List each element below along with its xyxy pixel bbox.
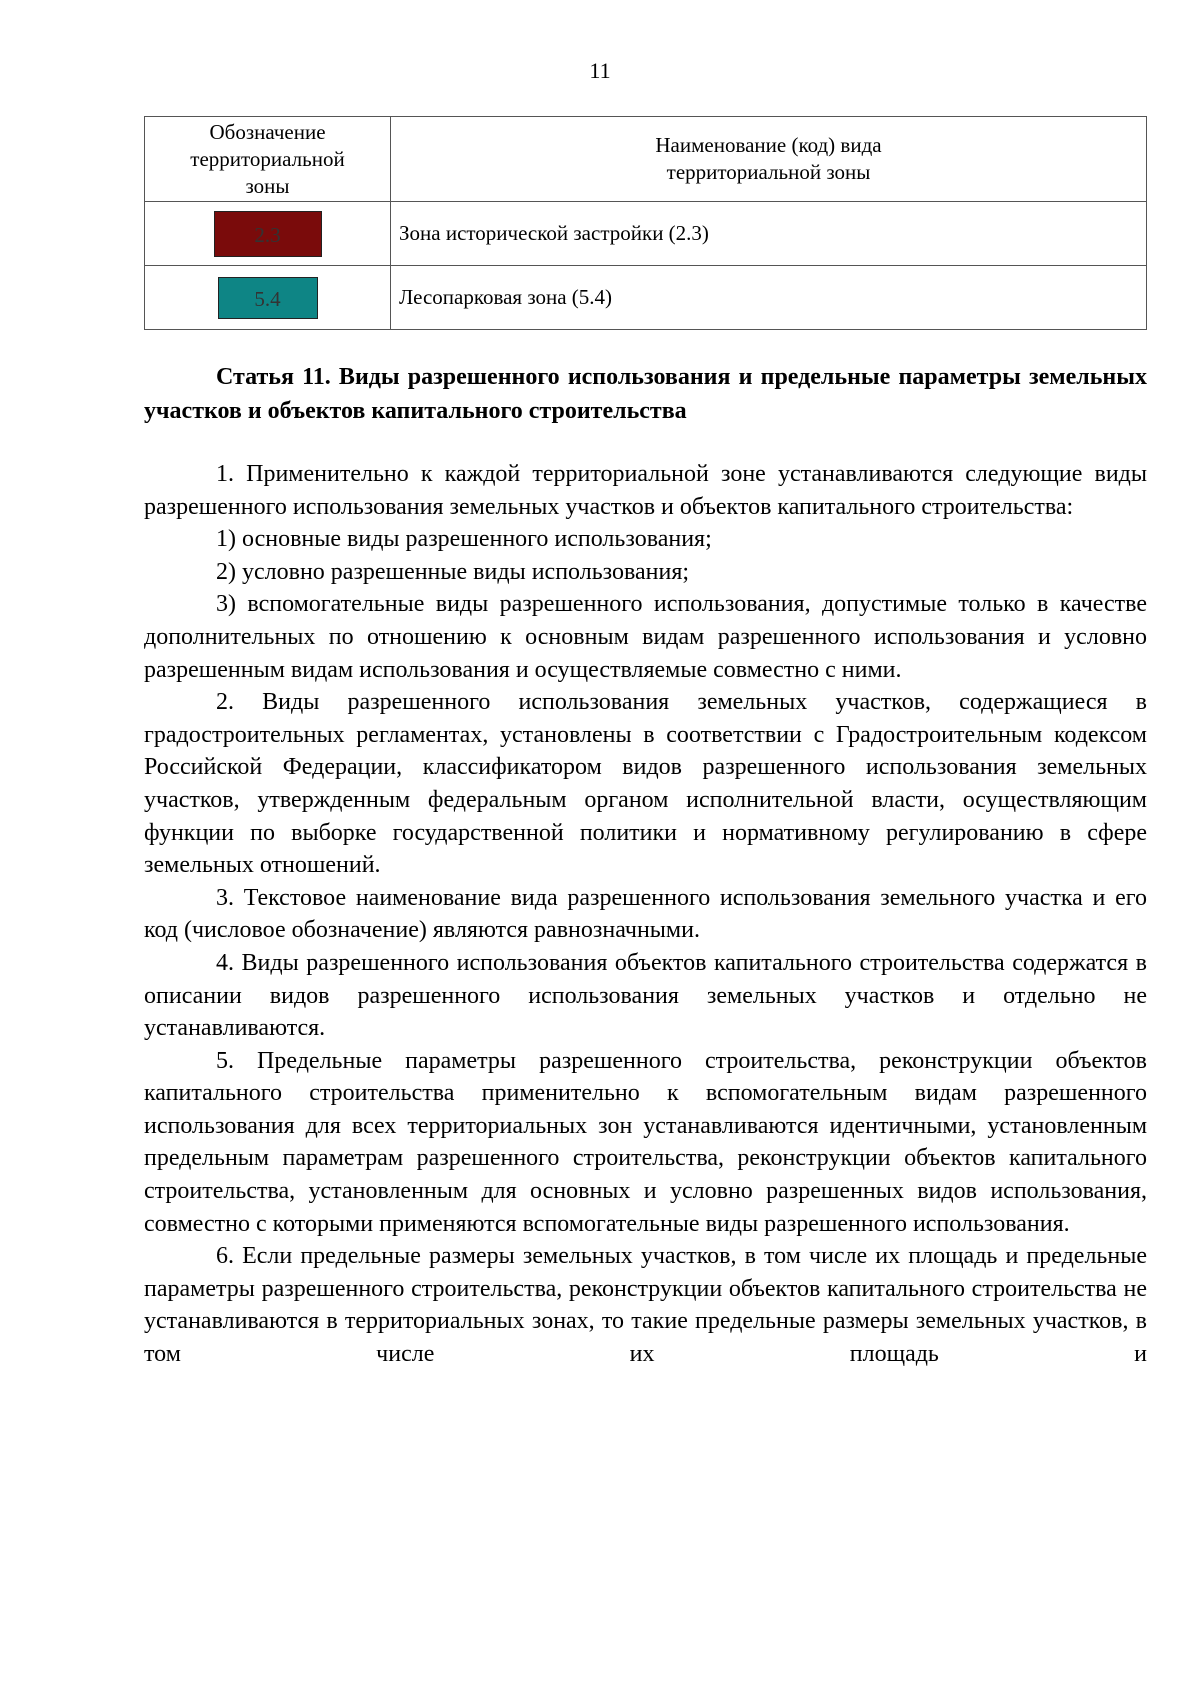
zone-code-cell: [145, 202, 391, 266]
zone-name-cell: Лесопарковая зона (5.4): [391, 266, 1147, 330]
header-zone-code: [145, 117, 391, 202]
article-body: [144, 360, 1147, 1371]
zone-color-swatch: 2.3: [214, 211, 322, 257]
paragraph: 3. Текстовое наименование вида разрешенного использования земельного участка и его код (числовое обозначение) являются равнозначными.: [144, 884, 1147, 944]
paragraph: 1) основные виды разрешенного использования;: [216, 526, 712, 553]
zone-legend-table: [144, 116, 1147, 330]
paragraph: 5. Предельные параметры разрешенного строительства, реконструкции объектов капитального строительства применительно к вспомогательным видам разрешенного использования для всех территориальных зон устанавливаются идентичными, установленным предельным параметрам разрешенного строительства, реконструкции объектов капитального строительства, установленным для основных и условно разрешенных видов использования, совместно с которыми применяются вспомогательные виды разрешенного использования.: [144, 1047, 1147, 1237]
paragraph: 6. Если предельные размеры земельных участков, в том числе их площадь и предельные параметры разрешенного строительства, реконструкции объектов капитального строительства не устанавливаются в территориальных зонах, то такие предельные размеры земельных участков, в том числе их площадь и: [144, 1243, 1147, 1368]
paragraph: 2) условно разрешенные виды использования;: [216, 558, 690, 585]
header-zone-code-text: Обозначение территориальной зоны: [190, 119, 345, 198]
article-title: Статья 11. Виды разрешенного использования и предельные параметры земельных участков и объектов капитального строительства: [144, 364, 1147, 424]
table-row: [145, 202, 1147, 266]
paragraph: 2. Виды разрешенного использования земельных участков, содержащиеся в градостроительных регламентах, установлены в соответствии с Градостроительным кодексом Российской Федерации, классификатором видов разрешенного использования земельных участков, утвержденным федеральным органом исполнительной власти, осуществляющим функции по выборке государственной политики и нормативному регулированию в сфере земельных отношений.: [144, 689, 1147, 879]
header-zone-name-text: Наименование (код) вида территориальной зоны: [655, 133, 882, 184]
page-number: 11: [589, 58, 611, 83]
table-row: [145, 266, 1147, 330]
zone-code-cell: [145, 266, 391, 330]
paragraph: 1. Применительно к каждой территориальной зоне устанавливаются следующие виды разрешенного использования земельных участков и объектов капитального строительства:: [144, 461, 1147, 520]
paragraph: 3) вспомогательные виды разрешенного использования, допустимые только в качестве дополнительных по отношению к основным видам разрешенного использования и условно разрешенным видам использования и осуществляемые совместно с ними.: [144, 591, 1147, 683]
zone-name-cell: Зона исторической застройки (2.3): [391, 202, 1147, 266]
table-header-row: [145, 117, 1147, 202]
zone-color-swatch: 5.4: [218, 277, 318, 319]
header-zone-name: [391, 117, 1147, 202]
paragraph: 4. Виды разрешенного использования объектов капитального строительства содержатся в описании видов разрешенного использования земельных участков и отдельно не устанавливаются.: [144, 949, 1147, 1042]
